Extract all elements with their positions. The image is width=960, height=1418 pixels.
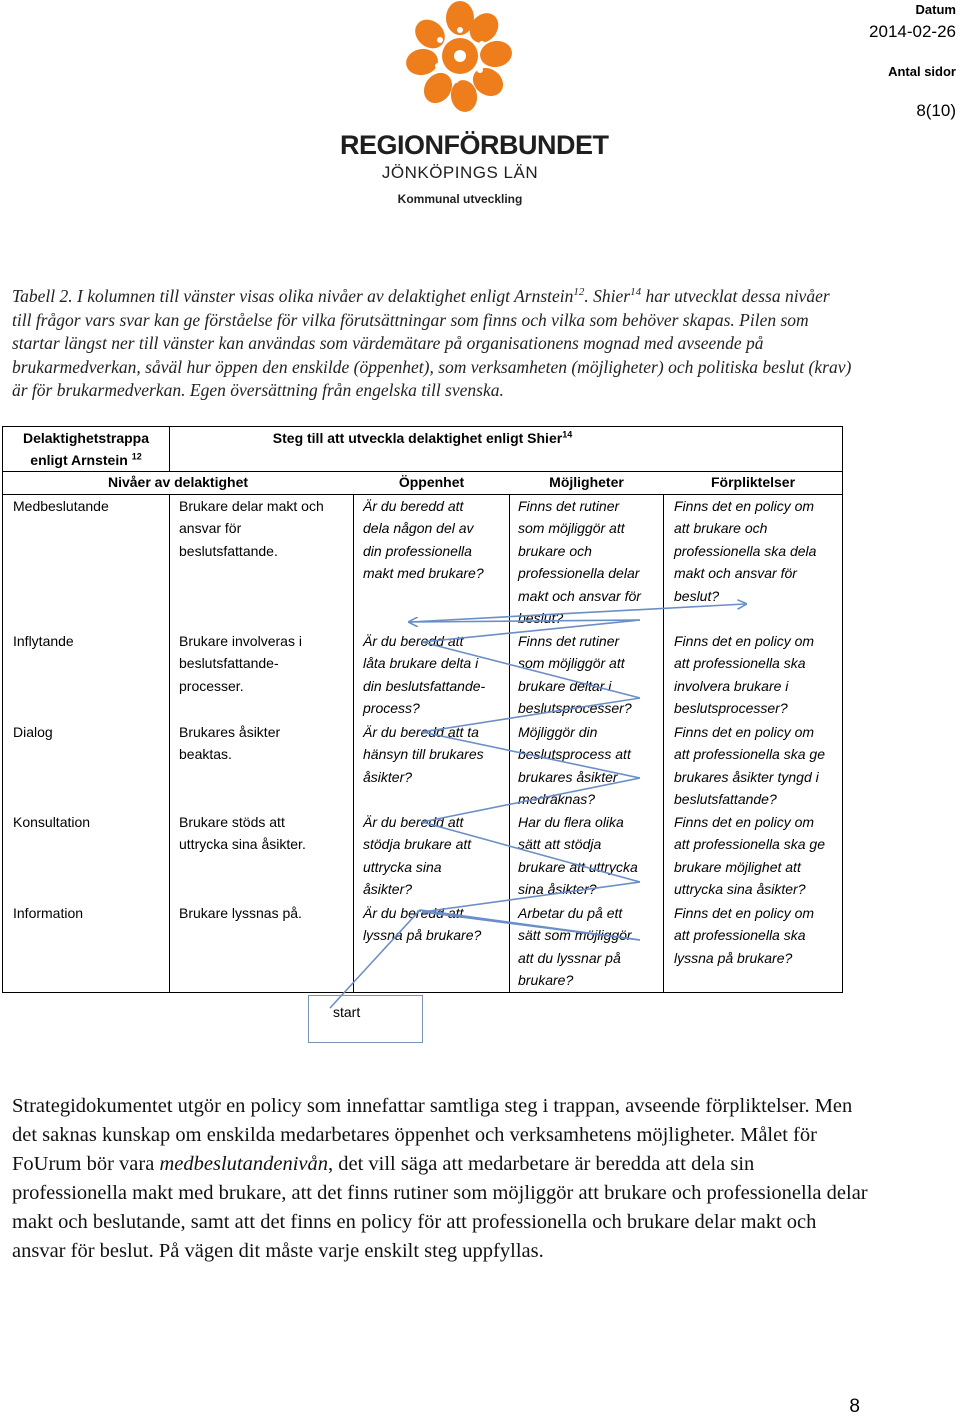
openness-inflytande: Är du beredd att låta brukare delta i din beslutsfattande- process?	[363, 633, 486, 717]
date-label: Datum	[915, 2, 956, 17]
col-header-obligations: Förpliktelser	[710, 474, 796, 490]
opportunities-medbeslutande: Finns det rutiner som möjliggör att brukare och professionella delar makt och ansvar för beslut?	[518, 498, 641, 627]
desc-information: Brukare lyssnas på.	[179, 905, 302, 921]
level-information: Information	[13, 905, 84, 921]
openness-konsultation: Är du beredd att stödja brukare att uttrycka sina åsikter?	[363, 814, 472, 898]
caption-text-1: Tabell 2. I kolumnen till vänster visas olika nivåer av delaktighet enligt Arnstein	[12, 286, 574, 306]
caption-ref-1: 12	[573, 286, 585, 299]
level-inflytande: Inflytande	[13, 633, 74, 649]
desc-inflytande: Brukare involveras i beslutsfattande- processer.	[179, 633, 302, 694]
level-konsultation: Konsultation	[13, 814, 91, 830]
desc-konsultation: Brukare stöds att uttrycka sina åsikter.	[179, 814, 306, 853]
level-medbeslutande: Medbeslutande	[13, 498, 109, 514]
start-label: start	[333, 1004, 361, 1020]
date-value: 2014-02-26	[869, 22, 956, 41]
col-header-opportunities: Möjligheter	[549, 474, 624, 490]
footer-page-number: 8	[849, 1396, 860, 1417]
obligations-dialog: Finns det en policy om att professionella ska ge brukares åsikter tyngd i beslutsfattande?	[674, 724, 825, 808]
flower-logo-icon	[400, 0, 520, 130]
opportunities-inflytande: Finns det rutiner som möjliggör att brukare deltar i beslutsprocesser?	[518, 633, 632, 717]
participation-table	[2, 426, 843, 993]
caption-ref-2: 14	[630, 286, 642, 299]
desc-dialog: Brukares åsikter beaktas.	[179, 724, 281, 763]
body-paragraph: Strategidokumentet utgör en policy som innefattar samtliga steg i trappan, avseende förpliktelser. Men det saknas kunskap om enskilda medarbetares öppenhet och verksamhetens möjligheter. Målet för FoUrum bör vara medbeslutandenivån, det vill säga att medarbetare är beredda att dela sin professionella makt med brukare, att det finns rutiner som möjliggör att brukare och professionella delar makt och beslutande, samt att det finns en policy för att professionella och brukare delar makt och ansvar för beslut. På vägen dit måste varje enskilt steg uppfyllas.	[12, 1095, 868, 1262]
obligations-inflytande: Finns det en policy om att professionella ska involvera brukare i beslutsprocesser?	[674, 633, 815, 717]
caption-text-2: . Shier	[584, 286, 631, 306]
desc-medbeslutande: Brukare delar makt och ansvar för beslutsfattande.	[179, 498, 324, 559]
opportunities-information: Arbetar du på ett sätt som möjliggör att du lyssnar på brukare?	[518, 905, 632, 989]
openness-dialog: Är du beredd att ta hänsyn till brukares åsikter?	[363, 724, 484, 785]
openness-information: Är du beredd att lyssna på brukare?	[363, 905, 482, 944]
logo-unit: Kommunal utveckling	[397, 192, 523, 206]
logo-region: JÖNKÖPINGS LÄN	[381, 163, 539, 182]
level-dialog: Dialog	[13, 724, 53, 740]
opportunities-dialog: Möjliggör din beslutsprocess att brukares åsikter medräknas?	[518, 724, 631, 808]
table-caption	[12, 285, 852, 403]
caption-text-3: har utvecklat dessa nivåer till frågor vars svar kan ge förståelse för vilka förutsättningar som finns och vilka som behöver skapas. Pilen som startar längst ner till vänster kan användas som värdemätare på organisationens mognad med avseende på brukarmedverkan, såväl hur öppen den enskilde (öppenhet), som verksamheten (möjligheter) och politiska beslut (krav) är för brukarmedverkan. Egen översättning från engelska till svenska.	[12, 286, 852, 400]
col-header-openness: Öppenhet	[398, 474, 465, 490]
regionforbundet-logo	[340, 0, 609, 215]
arnstein-header: Delaktighetstrappa enligt Arnstein $^{12}$	[22, 430, 150, 469]
obligations-konsultation: Finns det en policy om att professionella ska ge brukare möjlighet att uttrycka sina åsikter?	[674, 814, 825, 898]
openness-medbeslutande: Är du beredd att dela någon del av din professionella makt med brukare?	[363, 498, 484, 582]
obligations-medbeslutande: Finns det en policy om att brukare och professionella ska dela makt och ansvar för beslut?	[674, 498, 817, 604]
logo-name: REGIONFÖRBUNDET	[340, 130, 609, 160]
opportunities-konsultation: Har du flera olika sätt att stödja brukare att uttrycka sina åsikter?	[518, 814, 638, 898]
col-header-levels: Nivåer av delaktighet	[107, 474, 249, 490]
obligations-information: Finns det en policy om att professionella ska lyssna på brukare?	[674, 905, 815, 966]
shier-header: Steg till att utveckla delaktighet enligt Shier$^{14}$	[272, 429, 573, 446]
pages-value: 8(10)	[916, 101, 956, 120]
pages-label: Antal sidor	[888, 64, 956, 79]
start-box	[308, 995, 423, 1043]
